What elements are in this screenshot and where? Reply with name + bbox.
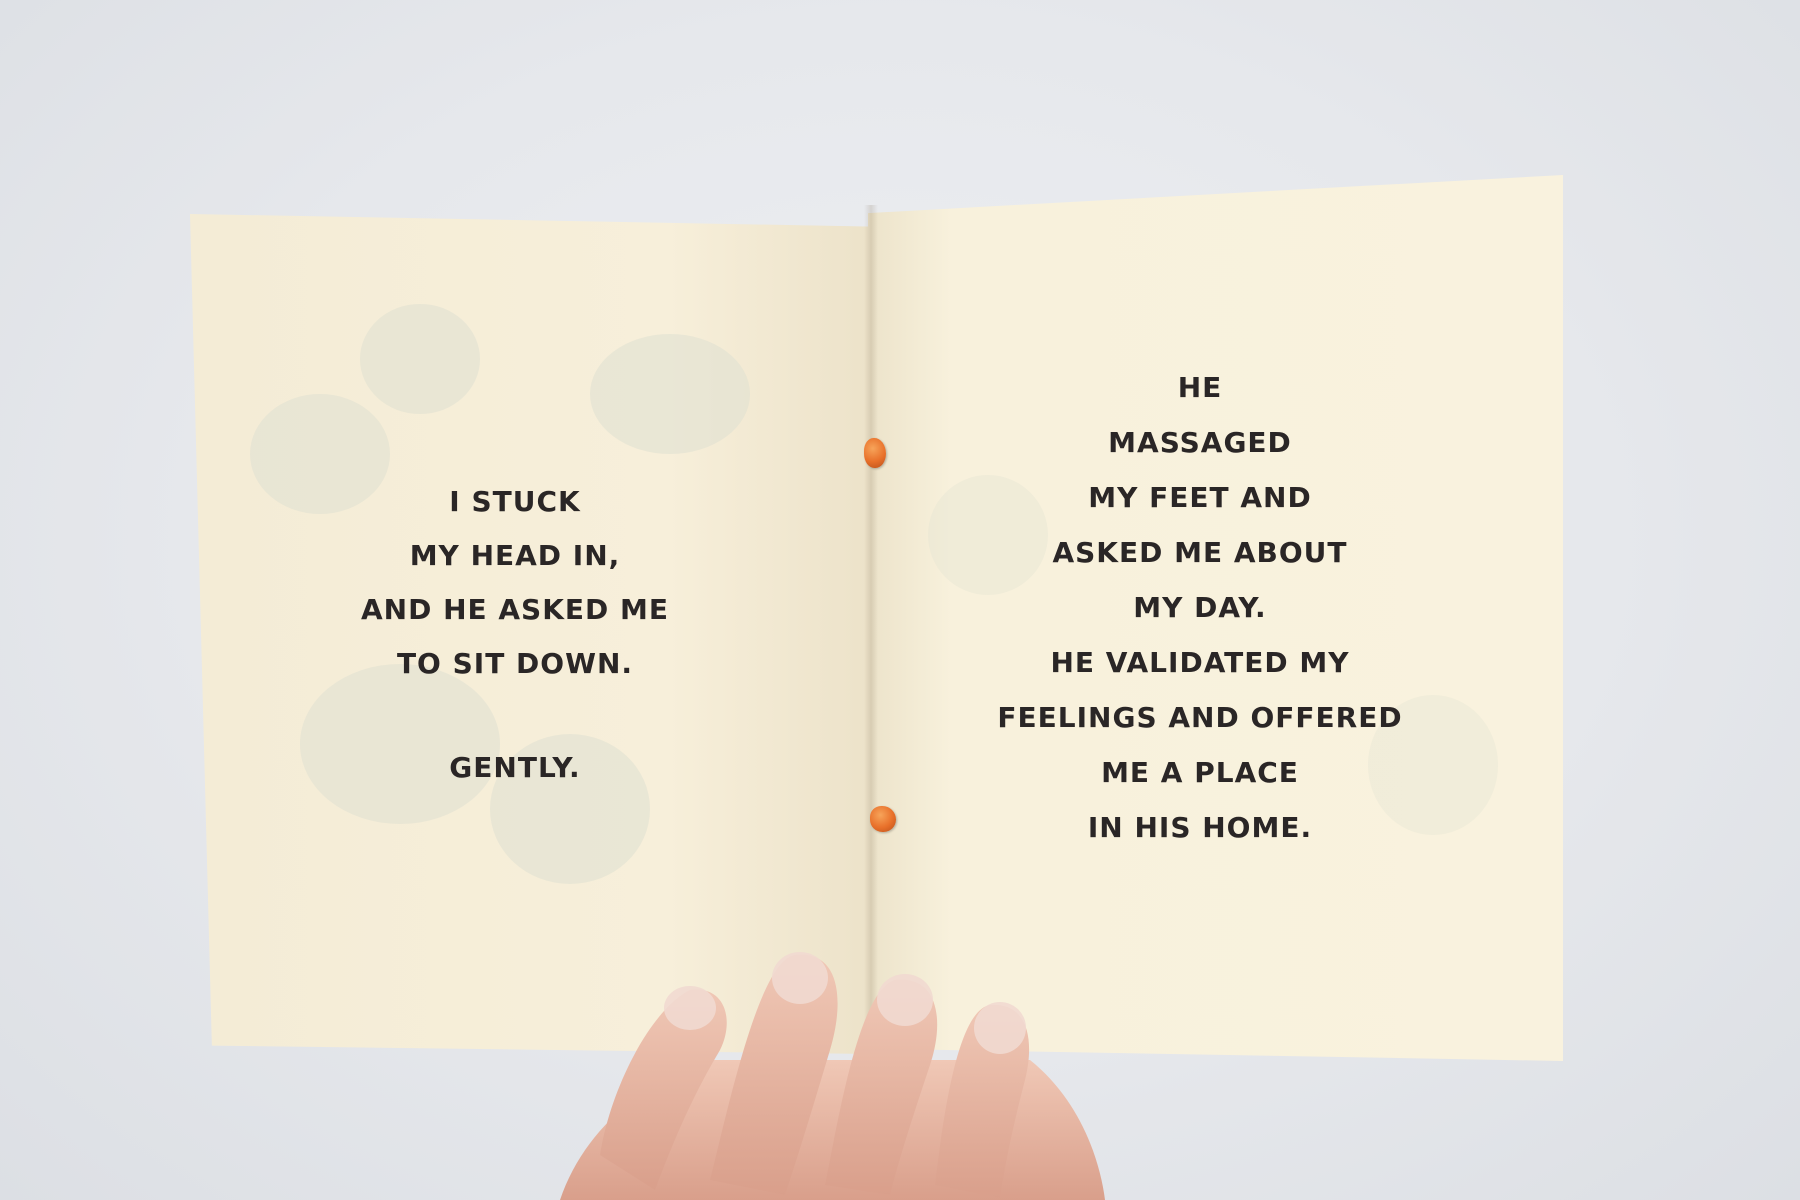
- hand: [560, 940, 1120, 1200]
- left-text-line: MY HEAD IN,: [409, 539, 621, 572]
- right-text-line: ME A PLACE: [1101, 756, 1299, 789]
- faint-illustration-shape: [360, 304, 480, 414]
- right-page-text: [975, 360, 1425, 855]
- fingernail: [877, 974, 933, 1026]
- fingernail: [772, 952, 828, 1004]
- right-text-line: HE: [1177, 371, 1223, 404]
- right-text-line: HE VALIDATED MY: [1050, 646, 1350, 679]
- fingernail: [664, 986, 716, 1030]
- left-text-line: TO SIT DOWN.: [396, 647, 634, 680]
- faint-illustration-shape: [590, 334, 750, 454]
- left-page-text: [330, 475, 700, 795]
- left-text-closing: GENTLY.: [449, 751, 581, 784]
- left-text-line: I STUCK: [449, 485, 581, 518]
- booklet-spine: [864, 205, 878, 1055]
- right-text-line: ASKED ME ABOUT: [1052, 536, 1348, 569]
- orange-stitch-top: [864, 438, 886, 468]
- right-text-line: MASSAGED: [1108, 426, 1292, 459]
- right-text-line: MY FEET AND: [1088, 481, 1312, 514]
- fingernail: [974, 1002, 1026, 1054]
- left-text-line: AND HE ASKED ME: [360, 593, 670, 626]
- right-text-line: FEELINGS AND OFFERED: [997, 701, 1403, 734]
- right-text-line: IN HIS HOME.: [1087, 811, 1313, 844]
- right-text-line: MY DAY.: [1133, 591, 1267, 624]
- orange-stitch-bottom: [870, 806, 896, 832]
